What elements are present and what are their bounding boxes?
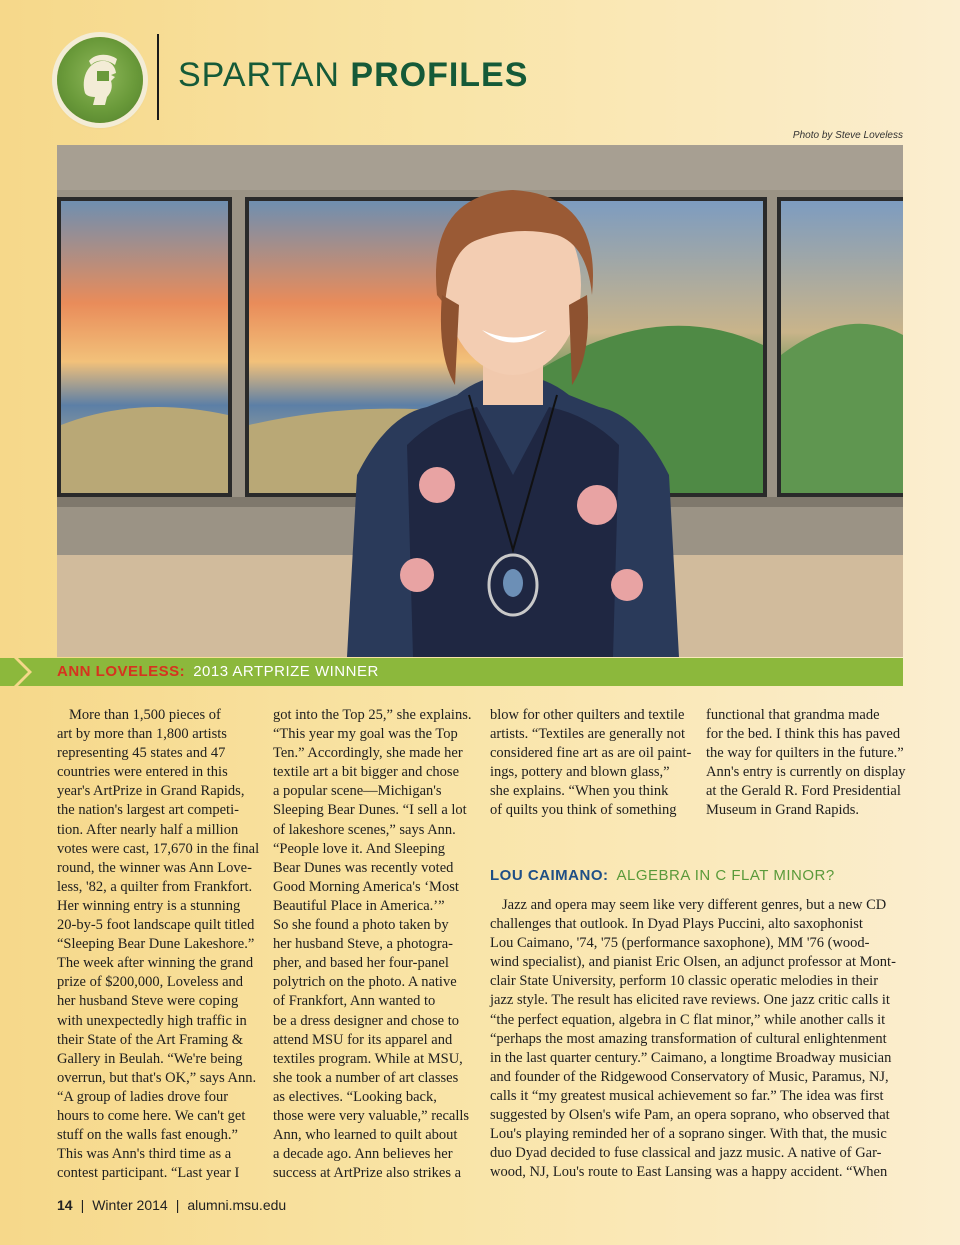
text-line: So she found a photo taken by <box>273 917 449 934</box>
text-line: prize of $200,000, Loveless and <box>57 974 244 991</box>
text-line: duo Dyad decided to fuse classical and jazz music. A native of Gar- <box>490 1145 882 1162</box>
second-kicker: LOU CAIMANO: <box>490 867 609 884</box>
text-line: clair State University, perform 10 classic operatic melodies in their <box>490 973 879 990</box>
text-line: “Sleeping Bear Dune Lakeshore.” <box>57 936 255 953</box>
feature-title: 2013 ARTPRIZE WINNER <box>193 663 379 680</box>
text-line: representing 45 states and 47 <box>57 745 226 762</box>
text-line: her husband Steve were coping <box>57 993 239 1010</box>
feature-photo <box>57 145 903 657</box>
text-line: overrun, but that's OK,” says Ann. <box>57 1069 257 1086</box>
article-column-4 <box>706 706 906 821</box>
text-line: Museum in Grand Rapids. <box>706 802 860 819</box>
feature-headline <box>57 663 379 680</box>
page-number: 14 <box>57 1197 73 1213</box>
text-line: contest participant. “Last year I <box>57 1165 240 1182</box>
page-footer: 14 | Winter 2014 | alumni.msu.edu <box>57 1197 287 1213</box>
text-line: countries were entered in this <box>57 764 228 781</box>
article-column-1 <box>57 706 259 1183</box>
text-line: of Frankfort, Ann wanted to <box>273 993 436 1010</box>
text-line: she explains. “When you think <box>490 783 669 800</box>
text-line: suggested by Olsen's wife Pam, an opera soprano, who observed that <box>490 1107 890 1124</box>
text-line: less, '82, a quilter from Frankfort. <box>57 878 253 895</box>
text-line: art by more than 1,800 artists <box>57 726 227 743</box>
text-line: for the bed. I think this has paved <box>706 726 901 743</box>
text-line: textile art a bit bigger and chose <box>273 764 460 781</box>
text-line: Lou Caimano, '74, '75 (performance saxophone), MM '76 (wood- <box>490 935 870 952</box>
second-article-body <box>490 896 896 1182</box>
issue-label: Winter 2014 <box>92 1197 168 1213</box>
text-line: “the perfect equation, algebra in C flat minor,” while another calls it <box>490 1011 886 1028</box>
text-line: of lakeshore scenes,” says Ann. <box>273 821 456 838</box>
text-line: textiles program. While at MSU, <box>273 1050 463 1067</box>
text-line: be a dress designer and chose to <box>273 1012 460 1029</box>
text-line: calls it “my greatest musical achievement so far.” The idea was first <box>490 1087 884 1104</box>
text-line: polytrich on the photo. A native <box>273 974 457 991</box>
text-line: round, the winner was Ann Love- <box>57 859 252 876</box>
text-line: stuff on the walls fast enough.” <box>57 1127 238 1144</box>
text-line: Gallery in Beulah. “We're being <box>57 1050 243 1067</box>
text-line: functional that grandma made <box>706 707 880 723</box>
text-line: This was Ann's third time as a <box>57 1146 232 1163</box>
text-line: wind specialist), and pianist Eric Olsen, an adjunct professor at Mont- <box>490 954 896 971</box>
article-column-3 <box>490 706 691 821</box>
text-line: Lou's playing reminded her of a soprano singer. With that, the music <box>490 1126 887 1143</box>
text-line: “This year my goal was the Top <box>273 726 458 743</box>
text-line: with unexpectedly high traffic in <box>57 1012 247 1029</box>
text-line: pher, and based her four-panel <box>273 955 449 972</box>
text-line: in the last quarter century.” Caimano, a longtime Broadway musician <box>490 1049 892 1066</box>
text-line: More than 1,500 pieces of <box>69 707 221 723</box>
text-line: the way for quilters in the future.” <box>706 745 904 762</box>
text-line: success at ArtPrize also strikes a <box>273 1165 462 1182</box>
text-line: of quilts you think of something <box>490 802 677 819</box>
text-line: challenges that outlook. In Dyad Plays Puccini, alto saxophonist <box>490 916 863 933</box>
text-line: year's ArtPrize in Grand Rapids, <box>57 783 245 800</box>
photo-credit: Photo by Steve Loveless <box>792 130 903 141</box>
feature-kicker: ANN LOVELESS: <box>57 663 186 680</box>
text-line: at the Gerald R. Ford Presidential <box>706 783 901 800</box>
text-line: votes were cast, 17,670 in the final <box>57 840 260 857</box>
text-line: jazz style. The result has elicited rave reviews. One jazz critic calls it <box>490 992 890 1009</box>
text-line: her husband Steve, a photogra- <box>273 936 453 953</box>
second-article-headline <box>490 867 835 884</box>
text-line: their State of the Art Framing & <box>57 1031 244 1048</box>
text-line: Jazz and opera may seem like very different genres, but a new CD <box>502 897 887 913</box>
text-line: 20-by-5 foot landscape quilt titled <box>57 917 255 934</box>
text-line: “perhaps the most amazing transformation of cultural enlightenment <box>490 1030 887 1047</box>
site-link[interactable]: alumni.msu.edu <box>187 1197 287 1213</box>
text-line: she took a number of art classes <box>273 1069 459 1086</box>
section-title: SPARTAN PROFILES <box>178 56 529 94</box>
text-line: as electives. “Looking back, <box>273 1088 437 1105</box>
text-line: wood, NJ, Lou's route to East Lansing was a happy accident. “When <box>490 1164 888 1181</box>
text-line: artists. “Textiles are generally not <box>490 726 686 743</box>
text-line: considered fine art as are oil paint- <box>490 745 692 762</box>
msu-spartan-logo <box>57 37 143 123</box>
text-line: the nation's largest art competi- <box>57 802 239 819</box>
text-line: Beautiful Place in America.’” <box>273 897 445 914</box>
text-line: hours to come here. We can't get <box>57 1107 246 1124</box>
text-line: Her winning entry is a stunning <box>57 897 241 914</box>
text-line: blow for other quilters and textile <box>490 707 685 723</box>
text-line: a decade ago. Ann believes her <box>273 1146 453 1163</box>
text-line: Bear Dunes was recently voted <box>273 859 454 876</box>
text-line: a popular scene—Michigan's <box>273 783 442 800</box>
article-column-2 <box>273 706 471 1183</box>
text-line: Sleeping Bear Dunes. “I sell a lot <box>273 802 467 819</box>
text-line: “People love it. And Sleeping <box>273 840 445 857</box>
text-line: The week after winning the grand <box>57 955 254 972</box>
text-line: attend MSU for its apparel and <box>273 1031 453 1048</box>
text-line: and founder of the Ridgewood Conservatory of Music, Paramus, NJ, <box>490 1068 889 1085</box>
text-line: Good Morning America's ‘Most <box>273 878 459 895</box>
text-line: “A group of ladies drove four <box>57 1088 229 1105</box>
text-line: tion. After nearly half a million <box>57 821 239 838</box>
text-line: Ten.” Accordingly, she made her <box>273 745 463 762</box>
banner-chevron-icon <box>0 658 40 686</box>
text-line: got into the Top 25,” she explains. <box>273 707 472 723</box>
text-line: ings, pottery and blown glass,” <box>490 764 670 781</box>
text-line: Ann, who learned to quilt about <box>273 1127 458 1144</box>
text-line: Ann's entry is currently on display <box>706 764 906 781</box>
second-title: ALGEBRA IN C FLAT MINOR? <box>616 867 835 884</box>
text-line: those were very valuable,” recalls <box>273 1107 470 1124</box>
header-divider <box>157 34 159 120</box>
